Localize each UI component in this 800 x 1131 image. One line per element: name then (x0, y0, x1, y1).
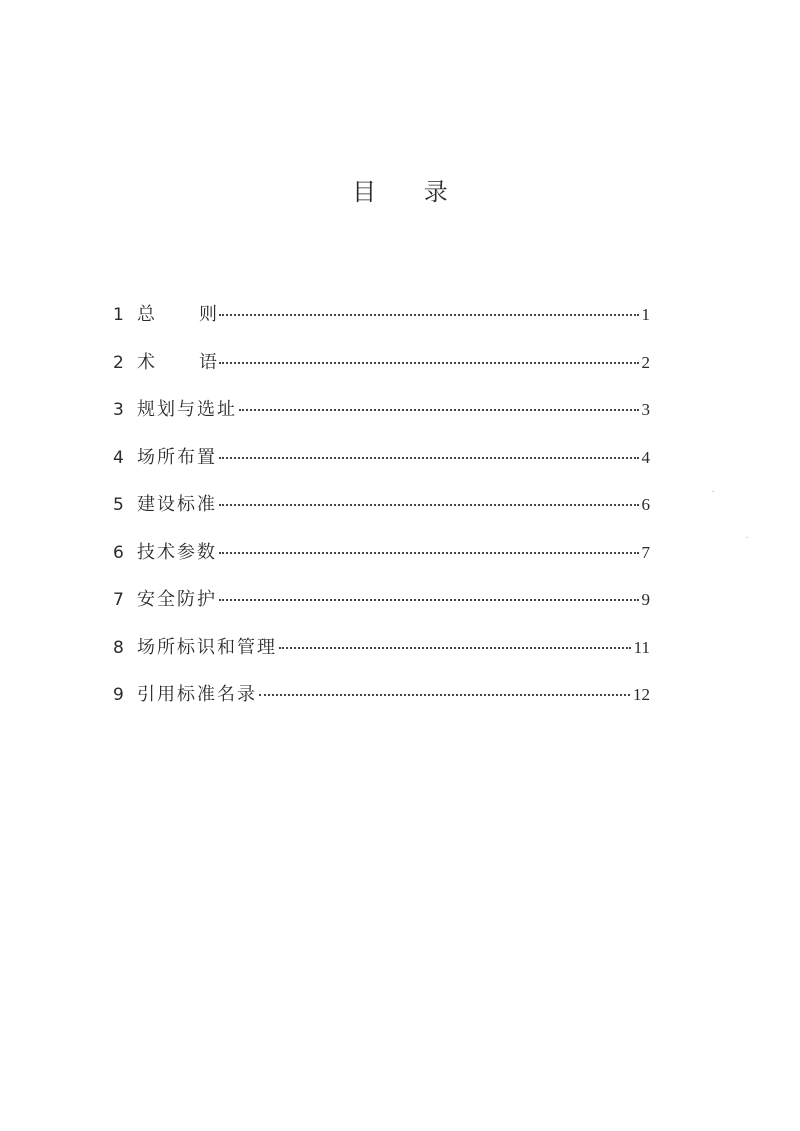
toc-entry-2[interactable] (113, 348, 650, 396)
toc-dot-leader (219, 599, 639, 601)
toc-dot-leader (279, 647, 631, 649)
toc-entry-number: 6 (113, 542, 124, 563)
toc-entry-page: 2 (641, 352, 650, 372)
page-title: 目 录 (352, 178, 468, 206)
toc-entry-number: 7 (113, 590, 124, 610)
toc-entry-title: 建设标准 (137, 494, 217, 515)
toc-entry-page: 12 (633, 685, 650, 704)
toc-entry-page: 1 (641, 305, 650, 324)
toc-entry-1[interactable] (113, 300, 650, 348)
toc-entry-number: 4 (113, 447, 124, 468)
toc-entry-page: 6 (641, 495, 650, 514)
toc-entry-page: 3 (641, 400, 650, 419)
toc-entry-number: 5 (113, 495, 124, 515)
toc-entry-page: 4 (641, 447, 650, 467)
toc-entry-page: 11 (633, 637, 650, 657)
toc-entry-5[interactable] (113, 490, 650, 538)
toc-dot-leader (259, 694, 630, 696)
toc-entry-8[interactable] (113, 633, 650, 681)
toc-entry-title: 场所布置 (137, 446, 217, 468)
toc-entry-page: 9 (641, 590, 650, 609)
toc-dot-leader (219, 552, 639, 554)
toc-entry-9[interactable] (113, 680, 650, 728)
toc-entry-title: 场所标识和管理 (137, 636, 277, 658)
toc-entry-title: 技术参数 (137, 541, 217, 563)
toc-entry-number: 1 (113, 305, 124, 325)
toc-entry-title-part: 则 (199, 304, 217, 325)
toc-entry-3[interactable] (113, 395, 650, 443)
toc-dot-leader (219, 314, 639, 316)
toc-entry-title: 规划与选址 (137, 399, 237, 420)
toc-entry-number: 8 (113, 637, 124, 658)
toc-entry-6[interactable] (113, 538, 650, 586)
toc-entry-title-part: 总 (137, 304, 199, 325)
toc-entry-4[interactable] (113, 443, 650, 491)
toc-entry-number: 2 (113, 352, 124, 373)
table-of-contents (113, 300, 650, 728)
toc-entry-title-part: 语 (199, 351, 217, 373)
toc-dot-leader (219, 504, 639, 506)
scan-speck (712, 491, 714, 492)
toc-dot-leader (219, 362, 639, 364)
toc-entry-7[interactable] (113, 585, 650, 633)
toc-entry-number: 9 (113, 685, 124, 705)
toc-dot-leader (219, 457, 639, 459)
toc-entry-page: 7 (641, 542, 650, 562)
toc-dot-leader (239, 409, 639, 411)
toc-entry-title: 引用标准名录 (137, 684, 257, 705)
scan-speck (746, 537, 748, 538)
toc-entry-number: 3 (113, 400, 124, 420)
toc-entry-title: 安全防护 (137, 589, 217, 610)
toc-entry-title-part: 术 (137, 351, 199, 373)
